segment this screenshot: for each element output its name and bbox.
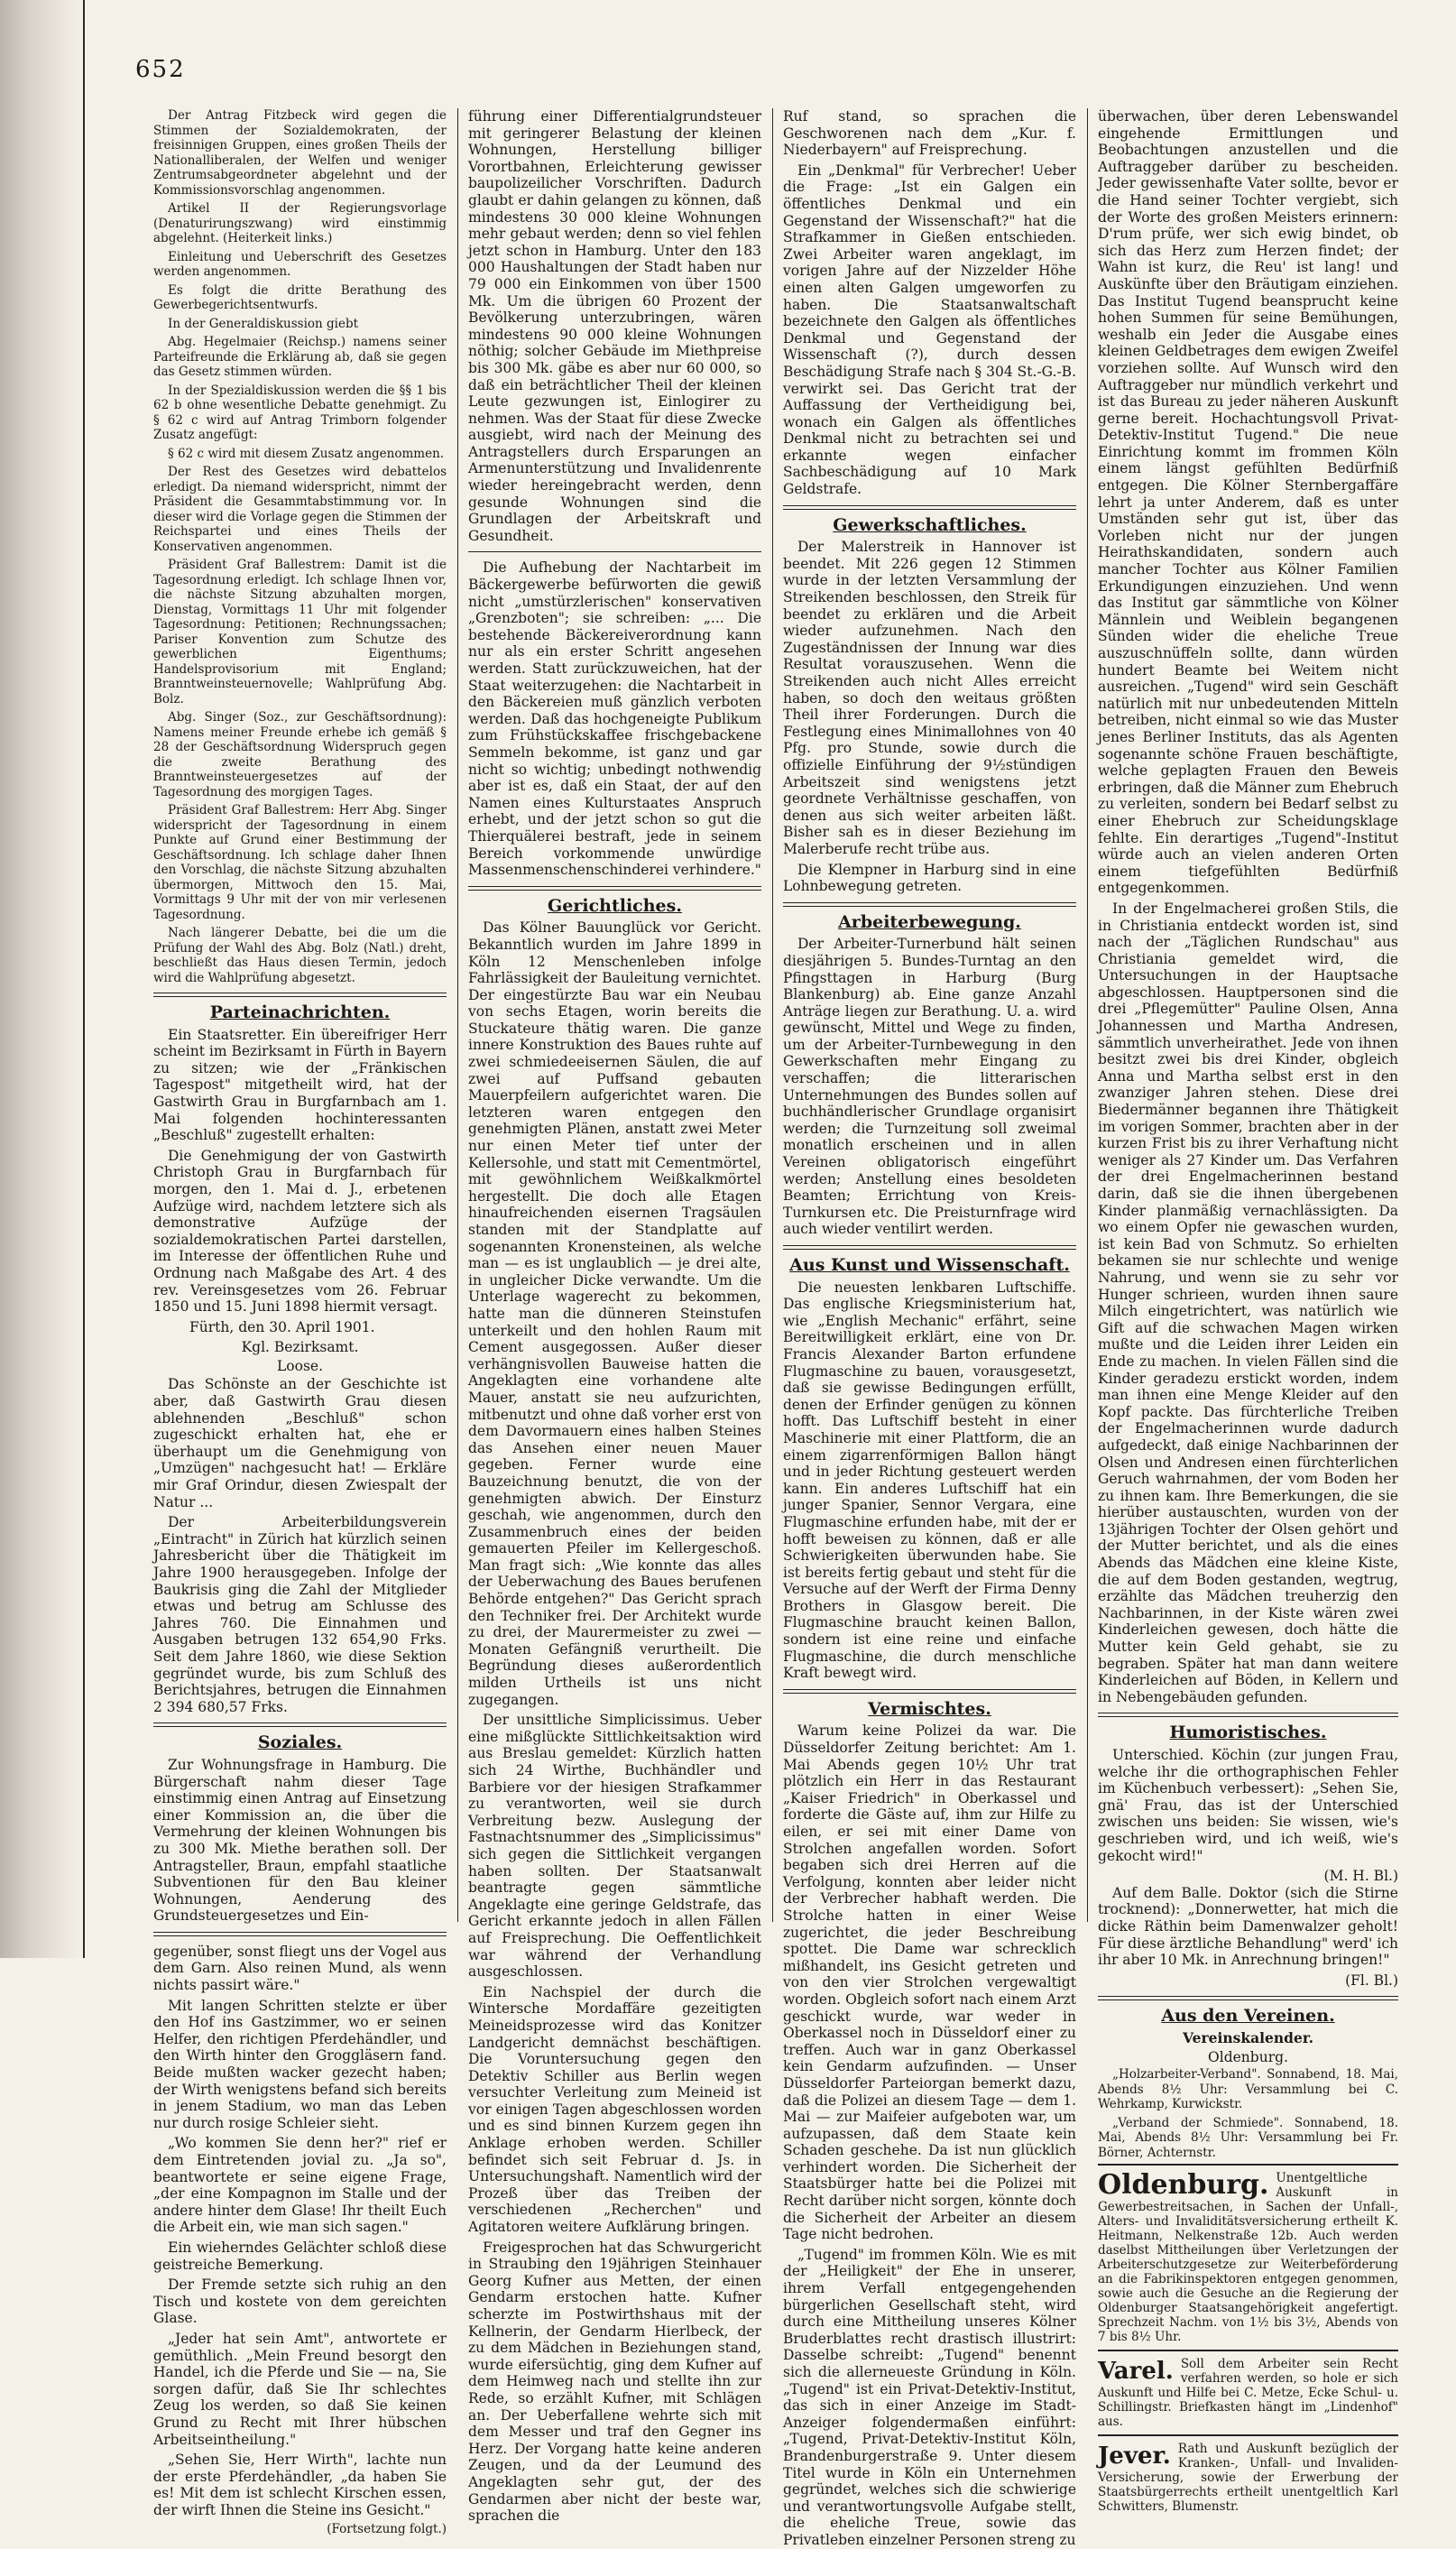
page-number: 652 [135, 56, 186, 83]
article-paragraph: führung einer Differentialgrundsteuer mit geringerer Belastung der kleinen Wohnungen, Herstellung billiger Vorortbahnen, Erleichterung gewisser baupolizeilicher Vorschriften. Dadurch glaubt er dahin gelangen zu können, daß mindestens 30 000 kleine Wohnungen mehr gebaut werden; denn so viel fehlen jetzt schon in Hamburg. Unter den 183 000 Haushaltungen der Stadt haben nur 79 000 ein Einkommen von über 1500 Mk. Um die übrigen 60 Prozent der Bevölkerung unterzubringen, wären mindestens 90 000 kleine Wohnungen nöthig; solcher Gebäude im Miethpreise bis 300 Mk. gäbe es aber nur 60 000, so daß ein beträchtlicher Theil der kleinen Leute gezwungen ist, Einlogirer zu nehmen. Was der Staat für diese Zwecke ausgiebt, wird nach der Meinung des Antragstellers durch Ersparungen an Armenunterstützung und Invalidenrente wieder hereingebracht werden, denn gesunde Wohnungen sind die Grundlagen der Arbeitskraft und Gesundheit. [468, 108, 761, 544]
section-heading-misc: Vermischtes. [868, 1698, 991, 1719]
article-paragraph: Die neuesten lenkbaren Luftschiffe. Das englische Kriegsministerium hat, wie „English Mechanic" erfährt, seine Bereitwilligkeit erklärt, eine von Dr. Francis Alexander Barton erfundene Flugmaschine zu bauen, vorausgesetzt, daß sie gewisse Bedingungen erfüllt, denen der Erfinder genügen zu können hofft. Das Luftschiff besteht in einer Maschinerie mit einer Plattform, die an einem zigarrenförmigen Ballon hängt und in jeder Richtung gesteuert werden kann. Ein anderes Luftschiff hat ein junger Spanier, Sennor Vergara, eine Flugmaschine erfunden habe, mit der er hofft beweisen zu können, daß er alle Schwierigkeiten überwunden habe. Sie ist bereits fertig gebaut und steht für die Versuche auf der Werft der Firma Denny Brothers in Glasgow bereit. Die Flugmaschine braucht keinen Ballon, sondern ist eine reine und einfache Flugmaschine, die durch menschliche Kraft bewegt wird. [783, 1279, 1076, 1682]
section-heading-clubs: Aus den Vereinen. [1161, 2006, 1335, 2027]
feuilleton-paragraph: Ein wieherndes Gelächter schloß diese geistreiche Bemerkung. [153, 2239, 447, 2273]
advertisement-varel [1098, 2350, 1398, 2434]
advertisement-jever [1098, 2434, 1398, 2519]
book-binding [0, 0, 85, 1958]
calendar-entry: „Holzarbeiter-Verband". Sonnabend, 18. Mai, Abends 8½ Uhr: Versammlung bei C. Wehrkamp, Kurwickstr. [1098, 2067, 1398, 2112]
feuilleton-divider [153, 1932, 447, 1936]
signature-office: Kgl. Bezirksamt. [241, 1339, 359, 1356]
debate-paragraph: § 62 c wird mit diesem Zusatz angenommen. [168, 446, 445, 461]
section-heading-union: Gewerkschaftliches. [833, 514, 1027, 535]
article-paragraph: Ein Nachspiel der durch die Wintersche Mordaffäre gezeitigten Meineidsprozesse wird das Konitzer Landgericht demnächst beschäftigen. Die Voruntersuchung gegen den Detektiv Schiller aus Berlin wegen versuchter Verleitung zum Meineid ist vor einigen Tagen abgeschlossen worden und es sind binnen Kurzem gegen ihn Anklage erhoben werden. Schiller befindet sich seit Februar d. Js. in Untersuchungshaft. Namentlich wird der Prozeß über das Treiben der verschiedenen „Recherchen" und Agitatoren weitere Aufklärung bringen. [468, 1983, 761, 2236]
column-3 [783, 108, 1076, 2548]
feuilleton-paragraph: „Wo kommen Sie denn her?" rief er dem Eintretenden jovial zu. „Ja so", beantwortete er seine eigene Frage, „der eine Kompagnon im Stalle und der andere hinter dem Glase! Ihr theilt Euch die Arbeit ein, wie man sich sagen." [153, 2135, 447, 2236]
debate-paragraph: Nach längerer Debatte, bei die um die Prüfung der Wahl des Abg. Bolz (Natl.) dreht, beschließt das Haus diesen Termin, jedoch wird die Wahlprüfung abgesetzt. [153, 926, 447, 985]
article-paragraph: Der Arbeiter-Turnerbund hält seinen diesjährigen 5. Bundes-Turntag an den Pfingsttagen in Harburg (Burg Blankenburg) ab. Eine ganze Anzahl Anträge liegen zur Berathung. U. a. wird gewünscht, Mittel und Wege zu finden, um der Arbeiter-Turnbewegung in den Gewerkschaften mehr Eingang zu verschaffen; die litterarischen Unternehmungen des Bundes sollen auf buchhändlerischer Grundlage organisirt werden; die Turnzeitung soll zweimal monatlich erscheinen und in allen Vereinen obligatorisch eingeführt werden; Anstellung eines besoldeten Beamten; Errichtung von Kreis-Turnkursen etc. Die Preisturnfrage wird auch wieder ventilirt werden. [783, 936, 1076, 1238]
ad-text: Rath und Auskunft bezüglich der Kranken-, Unfall- und Invaliden-Versicherung, sowie der Erwerbung der Staatsbürgerrechts ertheilt unentgeltlich Karl Schwitters, Blumenstr. [1098, 2442, 1398, 2515]
joke-source: (M. H. Bl.) [1323, 1868, 1398, 1885]
section-divider [1098, 1996, 1398, 2000]
debate-paragraph: In der Generaldiskussion giebt [168, 316, 359, 331]
joke-paragraph: Auf dem Balle. Doktor (sich die Stirne trocknend): „Donnerwetter, hat mich die dicke Räthin beim Damenwalzer geholt! Für diese ärztliche Behandlung" werd' ich ihr aber 10 Mk. in Anrechnung bringen!" [1098, 1884, 1398, 1969]
section-divider [153, 993, 447, 997]
section-heading-social: Soziales. [257, 1732, 343, 1753]
column-rule [1087, 108, 1088, 1922]
article-paragraph: In der Engelmacherei großen Stils, die in Christiania entdeckt worden ist, sind nach der „Täglichen Rundschau" aus Christiania gemeldet wird, die Untersuchungen in der Hauptsache abgeschlossen. Hauptpersonen sind die drei „Pflegemütter" Pauline Olsen, Anna Johannessen und Martha Andresen, sämmtlich unverheirathet. Jede von ihnen besitzt zwei bis drei Kinder, obgleich Anna und Martha selbst erst in den zwanziger Jahren stehen. Diese drei Biedermänner begannen ihre Thätigkeit im vorigen Sommer, brachten aber in der kurzen Frist bis zu ihrer Verhaftung nicht weniger als 27 Kinder um. Das Verfahren der drei Engelmacherinnen bestand darin, daß sie die ihnen übergebenen Kinder planmäßig vernachlässigten. Da wo einem Opfer nie gewaschen wurden, ist kein Bad von Schmutz. So erhielten bekamen sie nur schlechte und wenige Nahrung, und wenn sie zu sehr vor Hunger schrieen, wurden ihnen saure Milch eingetrichtert, was natürlich wie Gift auf die schwachen Magen wirken mußte und die Leiden ihrer Leiden ein Ende zu machen. In vielen Fällen sind die Kinder geradezu erstickt worden, indem man ihnen eine Menge Kleider auf den Kopf packte. Das fürchterliche Treiben der Engelmacherinnen wurde dadurch aufgedeckt, daß einige Nachbarinnen der Olsen und Andresen einen fürchterlichen Geruch wahrnahmen, der vom Boden her zu ihnen kam. Ihre Bemerkungen, die sie hierüber austauschten, wurden von der 13jährigen Tochter der Olsen gehört und der Mutter berichtet, und als die eines Abends das Mädchen eine kleine Kiste, die auf dem Boden gestanden, wegtrug, erzählte das Mädchen treuherzig den Nachbarinnen, in der Kiste wären zwei Kinderleichen gewesen, doch hätte die Mutter kein Geld gehabt, sie zu begraben. Später hat man dann weitere Kinderleichen auf Böden, in Kellern und in Nebengebäuden gefunden. [1098, 900, 1398, 1705]
calendar-city: Oldenburg. [1208, 2048, 1288, 2065]
section-divider [1098, 1713, 1398, 1717]
column-1 [153, 108, 447, 2537]
article-paragraph: „Tugend" im frommen Köln. Wie es mit der „Heiligkeit" der Ehe in unserer, ihrem Verfall entgegengehenden bürgerlichen Gesellschaft steht, wird durch eine Mittheilung unseres Kölner Bruderblattes recht drastisch illustrirt: Dasselbe schreibt: „Tugend" benennt sich die allerneueste Gründung in Köln. „Tugend" ist ein Privat-Detektiv-Institut, das sich in einer Anzeige im Stadt-Anzeiger folgendermaßen einführt: „Tugend, Privat-Detektiv-Institut Köln, Brandenburgerstraße 9. Unter diesem Titel wurde in Köln ein Unternehmen gegründet, welches sich die schwierige und verantwortungsvolle Aufgabe stellt, die eheliche Treue, sowie das Privatleben einzelner Personen streng zu [783, 2246, 1076, 2548]
debate-paragraph: Abg. Hegelmaier (Reichsp.) namens seiner Parteifreunde die Erklärung ab, daß sie gegen das Gesetz stimmen würden. [153, 335, 447, 379]
newspaper-columns [153, 108, 1398, 2548]
feuilleton-paragraph: gegenüber, sonst fliegt uns der Vogel aus dem Garn. Also reinen Mund, als wenn nichts passirt wäre." [153, 1943, 447, 1994]
reichstag-debate [153, 108, 447, 985]
debate-paragraph: Der Rest des Gesetzes wird debattelos erledigt. Da niemand widerspricht, nimmt der Präsident die Gesammtabstimmung vor. In dieser wird die Vorlage gegen die Stimmen der Reichspartei und eines Theils der Konservativen angenommen. [153, 465, 447, 554]
article-paragraph: Ruf stand, so sprachen die Geschworenen nach dem „Kur. f. Niederbayern" auf Freisprechung. [783, 108, 1076, 159]
ad-title: Jever. [1098, 2443, 1171, 2470]
advertisement-oldenburg [1098, 2164, 1398, 2350]
joke-paragraph: Unterschied. Köchin (zur jungen Frau, welche ihr die orthographischen Fehler im Küchenbuch verbessert): „Sehen Sie, gnä' Frau, das ist der Unterschied zwischen uns beiden: Sie wissen, wie's geschrieben wird, und ich weiß, wie's gekocht wird!" [1098, 1747, 1398, 1864]
section-divider [783, 505, 1076, 510]
column-rule [457, 108, 458, 1922]
article-paragraph: Warum keine Polizei da war. Die Düsseldorfer Zeitung berichtet: Am 1. Mai Abends gegen 10½ Uhr trat plötzlich ein Herr in das Restaurant „Kaiser Friedrich" in Oberkassel und forderte die Gäste auf, ihm zur Hilfe zu eilen, er sei mit einer Dame von Strolchen angefallen worden. Sofort begaben sich drei Herren auf die Verfolgung, konnten aber leider nicht der Verbrecher habhaft werden. Die Strolche hatten in einer Weise zugerichtet, die jeder Beschreibung spottet. Die Dame war schrecklich mißhandelt, ins Gesicht getreten und von den vier Strolchen vergewaltigt worden. Obgleich sofort nach einem Arzt geschickt wurde, war weder in Oberkassel noch in Düsseldorf einer zu treffen. Auch war in ganz Oberkassel kein Gendarm aufzufinden. — Unser Düsseldorfer Parteiorgan bemerkt dazu, daß die Polizei an diesem Tage — dem 1. Mai — zur Maifeier aufgeboten war, um aufzupassen, daß dem Staate kein Schaden geschehe. Da ist nun glücklich verhindert worden. Die Sicherheit der Staatsbürger hatte bei die Polizei mit Recht darüber nicht sorgen, könnte doch die Sicherheit der Arbeiter an diesem Tage nicht bedrohen. [783, 1722, 1076, 2243]
article-paragraph: Zur Wohnungsfrage in Hamburg. Die Bürgerschaft nahm dieser Tage einstimmig einen Antrag auf Einsetzung einer Kommission an, die über die Vermehrung der kleinen Wohnungen bis zu 300 Mk. Miethe berathen soll. Der Antragsteller, Braun, empfahl staatliche Subventionen für den Bau kleiner Wohnungen, Aenderung des Grundsteuergesetzes und Ein- [153, 1756, 447, 1925]
feuilleton-paragraph: Mit langen Schritten stelzte er über den Hof ins Gastzimmer, wo er seinen Helfer, den richtigen Pferdehändler, und den Wirth hinter den Groggläsern fand. Beide mußten wacker gezecht haben; der Wirth wenigstens befand sich bereits in jenem Stadium, wo man das Leben nur durch rosige Schleier sieht. [153, 1997, 447, 2131]
calendar-heading: Vereinskalender. [1182, 2028, 1314, 2046]
section-divider [783, 1689, 1076, 1694]
section-divider [153, 1722, 447, 1727]
article-paragraph: Freigesprochen hat das Schwurgericht in Straubing den 19jährigen Steinhauer Georg Kufner aus Metten, der einen Gendarm erstochen hatte. Kufner scherzte im Postwirthshaus mit der Kellnerin, der Gendarm Hierlbeck, der zu dem Mädchen in Beziehungen stand, wurde eifersüchtig, ging dem Kufner auf dem Heimweg nach und stellte ihn zur Rede, so erzählt Kufner, mit Schlägen an. Der Ueberfallene wehrte sich mit dem Messer und traf den Gegner ins Herz. Der Vorgang hatte keine anderen Zeugen, und da der Leumund des Angeklagten sehr gut, der des Gendarmen aber nicht der beste war, sprachen die [468, 2239, 761, 2525]
quoted-decree: Die Genehmigung der von Gastwirth Christoph Grau in Burgfarnbach für morgen, den 1. Mai d. J., erbetenen Aufzüge wird, nachdem letztere sich als demonstrative Aufzüge der sozialdemokratischen Partei darstellen, im Interesse der öffentlichen Ruhe und Ordnung nach Maßgabe des Art. 4 des rev. Vereinsgesetzes vom 26. Februar 1850 und 15. Juni 1898 hiermit versagt. [153, 1147, 447, 1316]
article-paragraph: Ein Staatsretter. Ein übereifriger Herr scheint im Bezirksamt in Fürth in Bayern zu sitzen; wie der „Fränkischen Tagespost" mitgetheilt wird, hat der Gastwirth Grau in Burgfarnbach am 1. Mai folgenden hochinteressanten „Beschluß" zugestellt erhalten: [153, 1026, 447, 1144]
debate-paragraph: Präsident Graf Ballestrem: Damit ist die Tagesordnung erledigt. Ich schlage Ihnen vor, die nächste Sitzung abzuhalten morgen, Dienstag, Vormittags 11 Uhr mit folgender Tagesordnung: Petitionen; Rechnungssachen; Pariser Konvention zum Schutze des gewerblichen Eigenthums; Handelsprovisorium mit England; Branntweinsteuernovelle; Wahlprüfung Abg. Bolz. [153, 558, 447, 707]
calendar-entry: „Verband der Schmiede". Sonnabend, 18. Mai, Abends 8½ Uhr: Versammlung bei Fr. Börner, Achternstr. [1098, 2115, 1398, 2160]
ad-title: Oldenburg. [1098, 2169, 1269, 2202]
article-paragraph: Die Klempner in Harburg sind in eine Lohnbewegung getreten. [783, 861, 1076, 895]
section-heading-court: Gerichtliches. [548, 895, 682, 916]
joke-source: (Fl. Bl.) [1345, 1972, 1398, 1989]
ad-title: Varel. [1098, 2358, 1174, 2386]
continued-note: (Fortsetzung folgt.) [327, 2522, 447, 2537]
article-paragraph: Der Arbeiterbildungsverein „Eintracht" in Zürich hat kürzlich seinen Jahresbericht über die Thätigkeit im Jahre 1900 herausgegeben. Infolge der Baukrisis ging die Zahl der Mitglieder etwas und betrug am Schlusse des Jahres 760. Die Einnahmen und Ausgaben betrugen 132 654,90 Frks. Seit dem Jahre 1860, wie diese Sektion gegründet wurde, bis zum Schluß des Berichtsjahres, betrugen die Einnahmen 2 394 680,57 Frks. [153, 1514, 447, 1715]
section-divider [783, 1245, 1076, 1250]
section-heading-labor: Arbeiterbewegung. [838, 911, 1021, 932]
section-divider [783, 902, 1076, 907]
article-paragraph: Der unsittliche Simplicissimus. Ueber eine mißglückte Sittlichkeitsaktion wird aus Breslau gemeldet: Kürzlich hatten sich 24 Wirthe, Buchhändler und Barbiere vor der hiesigen Strafkammer zu verantworten, weil sie durch Verbreitung bezw. Auslegung der Fastnachtsnummer des „Simplicissimus" sich gegen die Sittlichkeit vergangen haben sollten. Der Staatsanwalt beantragte gegen sämmtliche Angeklagte eine geringe Geldstrafe, das Gericht erkannte jedoch in allen Fällen auf Freisprechung. Die Oeffentlichkeit war während der Verhandlung ausgeschlossen. [468, 1712, 761, 1981]
debate-paragraph: Abg. Singer (Soz., zur Geschäftsordnung): Namens meiner Freunde erhebe ich gemäß § 28 der Geschäftsordnung Widerspruch gegen die zweite Berathung des Branntweinsteuergesetzes auf der Tagesordnung des morgigen Tages. [153, 710, 447, 799]
section-heading-art: Aus Kunst und Wissenschaft. [789, 1255, 1070, 1275]
column-rule [772, 108, 773, 1922]
debate-paragraph: In der Spezialdiskussion werden die §§ 1 bis 62 b ohne wesentliche Debatte genehmigt. Zu § 62 c wird auf Antrag Trimborn folgender Zusatz angefügt: [153, 383, 447, 442]
ad-text: Unentgeltliche Auskunft in Gewerbestreitsachen, in Sachen der Unfall-, Alters- und Invaliditätsversicherung ertheilt K. Heitmann, Nelkenstraße 12b. Auch werden daselbst Mittheilungen über Verletzungen der Arbeiterschutzgesetze zur Weiterbeförderung an die Fabrikinspektoren entgegen genommen, sowie auch die Gesuche an die Regierung der Oldenburger Staatsangehörigkeit angefertigt. Sprechzeit Nachm. von 1½ bis 3½, Abends von 7 bis 8½ Uhr. [1098, 2171, 1398, 2345]
article-paragraph: Der Malerstreik in Hannover ist beendet. Mit 226 gegen 12 Stimmen wurde in der letzten Versammlung der Streikenden beschlossen, den Streik für beendet zu erklären und die Arbeit wieder aufzunehmen. Nach den Zugeständnissen der Innung war dies Resultat vorauszusehen. Wenn die Streikenden auch nicht Alles erreicht haben, so doch den weitaus größten Theil ihrer Forderungen. Durch die Festlegung eines Minimallohnes von 40 Pfg. pro Stunde, sowie durch die offizielle Einführung der 9½stündigen Arbeitszeit sind wenigstens jetzt geordnete Verhältnisse geschaffen, von denen aus sich weiter arbeiten läßt. Bisher sah es in dieser Beziehung im Malerberufe recht trübe aus. [783, 539, 1076, 857]
article-paragraph: überwachen, über deren Lebenswandel eingehende Ermittlungen und Beobachtungen anzustellen und die Auftraggeber darüber zu bescheiden. Jeder gewissenhafte Vater sollte, bevor er die Hand seiner Tochter vergiebt, sich der Worte des großen Meisters erinnern: D'rum prüfe, wer sich ewig bindet, ob sich das Herz zum Herzen findet; der Wahn ist kurz, die Reu' ist lang! und Auskünfte über den Bräutigam einziehen. Das Institut Tugend beansprucht keine hohen Summen für seine Bemühungen, weshalb ein Jeder die Ausgabe eines kleinen Geldbetrages dem ewigen Zweifel vorziehen sollte. Auf Wunsch wird den Auftraggeber nur mündlich verkehrt und ist das Bureau zu jeder näheren Auskunft gerne bereit. Hochachtungsvoll Privat-Detektiv-Institut Tugend." Die neue Einrichtung kommt im frommen Köln einem längst gefühlten Bedürfniß entgegen. Die Kölner Sternbergaffäre lehrt ja unter Anderem, daß es unter Umständen sehr gut ist, über das Vorleben nicht nur der jungen Heirathskandidaten, sondern auch mancher Tochter aus Kölner Familien Erkundigungen einzuziehen. Und wenn das Institut gar sämmtliche von Kölner Männlein und Weiblein begangenen Sünden wider die eheliche Treue auszuschnüffeln sollte, dann würden hundert Beamte bei Weitem nicht ausreichen. „Tugend" wird sein Geschäft natürlich mit nur unbedeutenden Mitteln betreiben, nicht einmal so wie das Muster jenes Berliner Instituts, das als Agenten sogenannte schöne Frauen beschäftigte, welche geplagten Frauen den Beweis erbringen, daß die Männer zum Ehebruch zu verleiten, sondern bei Bedarf selbst zu einer Ehebruch zur Scheidungsklage fehlte. Ein derartiges „Tugend"-Institut würde auch an vielen anderen Orten einem tiefgefühlten Bedürfniß entgegenkommen. [1098, 108, 1398, 897]
section-heading-humor: Humoristisches. [1169, 1722, 1327, 1743]
signature-place: Fürth, den 30. April 1901. [189, 1318, 375, 1335]
feuilleton-paragraph: „Jeder hat sein Amt", antwortete er gemüthlich. „Mein Freund besorgt den Handel, ich die Pferde und Sie — na, Sie sorgen dafür, daß Sie Ihr schlechtes Zeug los werden, so daß Sie keinen Grund zu Recht mit Ihrer hübschen Arbeitseintheilung." [153, 2330, 447, 2448]
debate-paragraph: Artikel II der Regierungsvorlage (Denaturirungszwang) wird einstimmig abgelehnt. (Heiterkeit links.) [153, 201, 447, 245]
article-paragraph: Das Kölner Bauunglück vor Gericht. Bekanntlich wurden im Jahre 1899 in Köln 12 Menschenleben infolge Fahrlässigkeit der Bauleitung vernichtet. Der eingestürzte Bau war ein Neubau von sechs Etagen, worin bereits die Stuckateure thätig waren. Die ganze innere Konstruktion des Baues ruhte auf zwei schmiedeeisernen Säulen, die auf zwei auf Puffsand gebauten Mauerpfeilern aufgerichtet waren. Die letzteren waren entgegen den genehmigten Plänen, anstatt zwei Meter nur einen Meter tief unter der Kellersohle, und statt mit Cementmörtel, mit gewöhnlichem Weißkalkmörtel hergestellt. Die doch alle Etagen hinaufreichenden eisernen Tragsäulen standen mit der Standplatte auf sogenannten Kronensteinen, als welche man — es ist unglaublich — je drei alte, in ungleicher Dicke verwandte. Um die Unterlage wagerecht zu bekommen, hatte man die dünneren Steinstufen unterkeilt und den hohlen Raum mit Cement ausgegossen. Außer dieser verhängnisvollen Bauweise hatten die Angeklagten eine vorhandene alte Mauer, anstatt sie neu aufzurichten, mitbenutzt und ohne daß vorher erst von dem Davormauern eines halben Steines das Ansehen einer neuen Mauer gegeben. Ferner wurde eine Bauzeichnung benutzt, die von der genehmigten abwich. Der Einsturz geschah, wie angenommen, durch den Zusammenbruch eines der beiden gemauerten Pfeiler im Kellergeschoß. Man fragt sich: „Wie konnte das alles der Ueberwachung des Baues berufenen Behörde entgehen?" Das Gericht sprach den Techniker frei. Der Architekt wurde zu drei, der Maurermeister zu zwei — Monaten Gefängniß verurtheilt. Die Begründung dieses außerordentlich milden Urtheils ist uns nicht zugegangen. [468, 919, 761, 1708]
debate-paragraph: Es folgt die dritte Berathung des Gewerbegerichtsentwurfs. [153, 282, 447, 312]
section-heading-party: Parteinachrichten. [209, 1002, 391, 1022]
article-paragraph: Die Aufhebung der Nachtarbeit im Bäckergewerbe befürworten die gewiß nicht „umstürzlerischen" konservativen „Grenzboten"; sie schreiben: „... Die bestehende Bäckereiverordnung kann nur als ein erster Schritt angesehen werden. Statt zurückzuweichen, hat der Staat weiterzugehen: die Nachtarbeit in den Bäckereien muß gänzlich verboten werden. Daß das hochgeneigte Publikum zum Frühstückskaffee frischgebackene Semmeln bekomme, ist ganz und gar nicht so wichtig; unbedingt nothwendig aber ist es, daß ein Staat, der auf den Namen eines Kulturstaates Anspruch erhebt, und der jetzt schon so gut die Thierquälerei bestraft, jede in seinem Bereich vorkommende unwürdige Massenmenschenschinderei verhindere." [468, 559, 761, 879]
article-paragraph: Ein „Denkmal" für Verbrecher! Ueber die Frage: „Ist ein Galgen ein öffentliches Denkmal und ein Gegenstand der Wissenschaft?" hat die Strafkammer in Gießen entschieden. Zwei Arbeiter waren angeklagt, im vorigen Jahre auf der Nizzelder Höhe einen alten Galgen umgeworfen zu haben. Die Staatsanwaltschaft bezeichnete den Galgen als öffentliches Denkmal und Gegenstand der Wissenschaft (?), durch dessen Beschädigung Strafe nach § 304 St.-G.-B. verwirkt sei. Das Gericht trat der Auffassung der Vertheidigung bei, wonach ein Galgen als öffentliches Denkmal nicht zu betrachten sei und erkannte wegen einfacher Sachbeschädigung auf 10 Mark Geldstrafe. [783, 162, 1076, 498]
debate-paragraph: Einleitung und Ueberschrift des Gesetzes werden angenommen. [153, 249, 447, 279]
article-paragraph: Das Schönste an der Geschichte ist aber, daß Gastwirth Grau diesen ablehnenden „Beschluß" schon zugeschickt erhalten hat, ehe er überhaupt um die Genehmigung von „Umzügen" nachgesucht hat! — Erkläre mir Graf Orindur, diesen Zwiespalt der Natur ... [153, 1376, 447, 1510]
section-divider [468, 886, 761, 891]
ad-text: Soll dem Arbeiter sein Recht verfahren werden, so hole er sich Auskunft und Hilfe bei C. Metze, Ecke Schul- u. Schillingstr. Briefkasten hängt im „Lindenhof" aus. [1098, 2357, 1398, 2430]
feuilleton-paragraph: Der Fremde setzte sich ruhig an den Tisch und kostete von dem gereichten Glase. [153, 2277, 447, 2327]
article-divider [468, 551, 761, 552]
debate-paragraph: Präsident Graf Ballestrem: Herr Abg. Singer widerspricht der Tagesordnung in einem Punkte auf Grund einer Bestimmung der Geschäftsordnung. Ich schlage daher Ihnen den Vorschlag, die nächste Sitzung abzuhalten übermorgen, Mittwoch den 15. Mai, Vormittags 9 Uhr mit der von mir verlesenen Tagesordnung. [153, 803, 447, 922]
column-4 [1098, 108, 1398, 2515]
column-2 [468, 108, 761, 2525]
debate-paragraph: Der Antrag Fitzbeck wird gegen die Stimmen der Sozialdemokraten, der freisinnigen Gruppen, eines großen Theils der Nationalliberalen, der Welfen und weniger Zentrumsabgeordneter abgelehnt und der Kommissionsvorschlag angenommen. [153, 108, 447, 198]
signature-name: Loose. [276, 1357, 323, 1374]
feuilleton-paragraph: „Sehen Sie, Herr Wirth", lachte nun der erste Pferdehändler, „da haben Sie es! Mit dem ist schlecht Kirschen essen, der wirft Ihnen die Steine ins Gesicht." [153, 2452, 447, 2518]
